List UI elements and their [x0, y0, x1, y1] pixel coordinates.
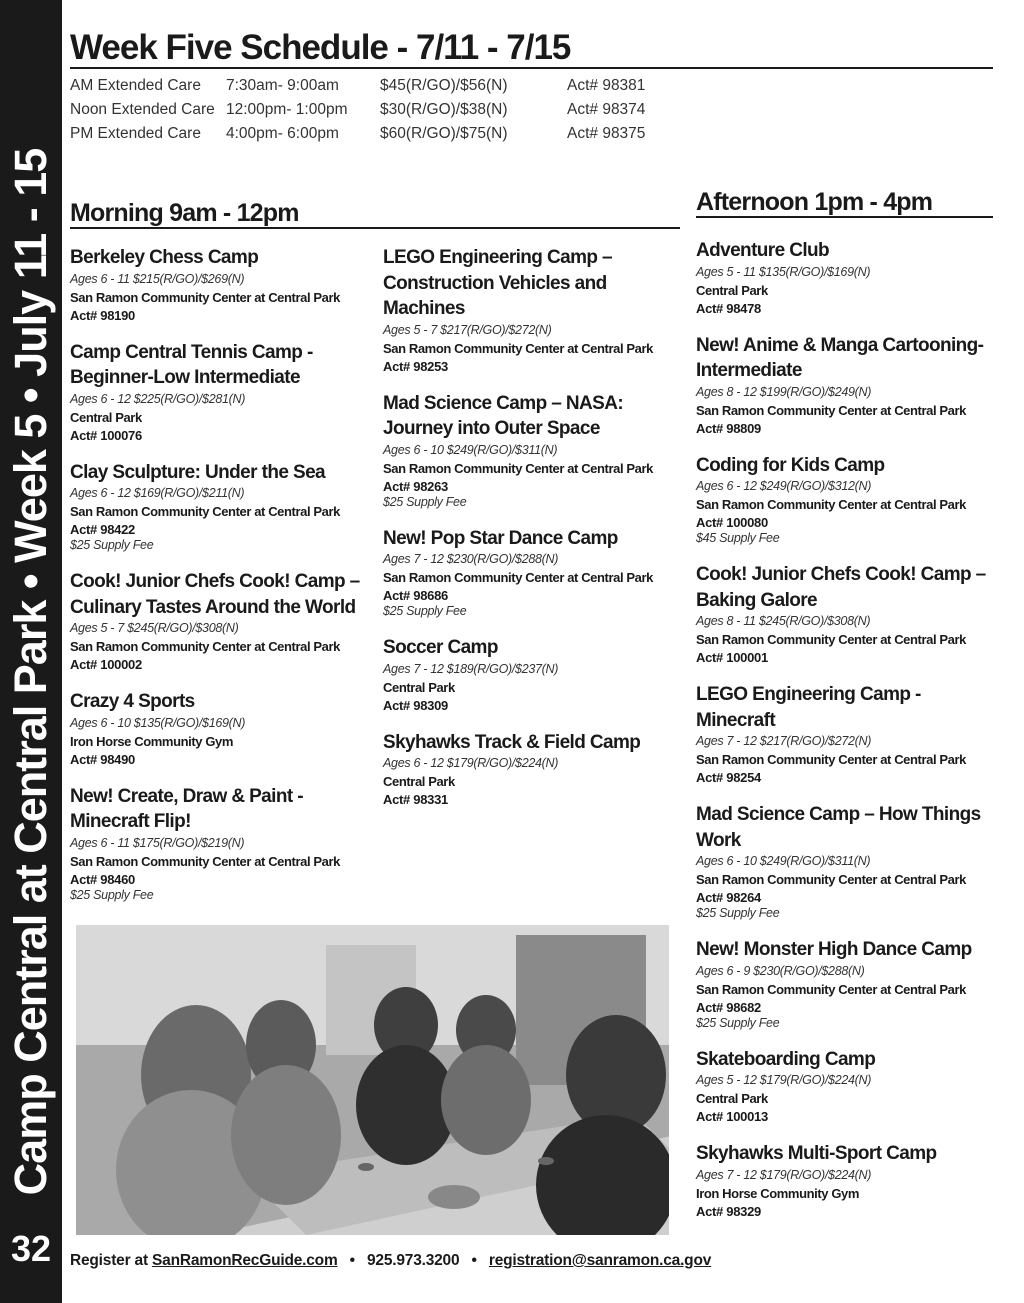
camp-act: Act# 98264 — [696, 890, 761, 905]
camp-listing — [70, 569, 370, 673]
camp-ages: Ages 8 - 12 $199(R/GO)/$249(N) — [696, 384, 872, 399]
camp-location: San Ramon Community Center at Central Park — [383, 460, 653, 476]
website-link[interactable]: SanRamonRecGuide.com — [152, 1252, 338, 1269]
camp-listing — [696, 1047, 996, 1126]
care-price: $30(R/GO)/$38(N) — [380, 101, 508, 118]
camp-title: Coding for Kids Camp — [696, 454, 885, 476]
camp-title: New! Create, Draw & Paint - Minecraft Flip! — [70, 785, 303, 832]
camp-ages: Ages 6 - 11 $215(R/GO)/$269(N) — [70, 271, 245, 286]
camp-ages: Ages 6 - 11 $175(R/GO)/$219(N) — [70, 835, 245, 850]
camp-listing — [70, 245, 370, 324]
page-number: 32 — [10, 1228, 52, 1269]
footer-separator: • — [349, 1252, 355, 1269]
camp-listing — [696, 562, 996, 666]
camp-location: San Ramon Community Center at Central Park — [70, 504, 340, 519]
camp-listing — [383, 730, 683, 809]
care-name: Noon Extended Care — [70, 101, 215, 118]
phone-number: 925.973.3200 — [366, 1252, 460, 1269]
camp-listing — [696, 682, 996, 786]
extended-care-table — [70, 74, 710, 146]
camp-ages: Ages 6 - 12 $179(R/GO)/$224(N) — [383, 756, 559, 770]
care-act: Act# 98381 — [567, 77, 646, 94]
camp-act: Act# 100013 — [696, 1109, 768, 1124]
camp-location: San Ramon Community Center at Central Park — [696, 632, 966, 647]
camp-location: Central Park — [383, 679, 455, 695]
camp-act: Act# 100076 — [70, 427, 142, 443]
extended-care-row — [70, 122, 710, 146]
care-name: PM Extended Care — [70, 125, 201, 142]
care-act: Act# 98374 — [567, 101, 646, 118]
camp-act: Act# 98460 — [70, 871, 135, 887]
camp-act: Act# 100080 — [696, 515, 768, 530]
camp-act: Act# 98686 — [383, 588, 448, 603]
camp-supply-fee: $45 Supply Fee — [696, 531, 780, 545]
camp-location: San Ramon Community Center at Central Park — [383, 340, 653, 356]
camp-location: Iron Horse Community Gym — [70, 733, 234, 749]
camp-location: San Ramon Community Center at Central Park — [696, 497, 966, 512]
camp-act: Act# 98682 — [696, 999, 761, 1015]
camp-ages: Ages 6 - 9 $230(R/GO)/$288(N) — [696, 963, 865, 978]
camp-supply-fee: $25 Supply Fee — [70, 887, 154, 902]
camp-title: Skyhawks Multi-Sport Camp — [696, 1143, 937, 1164]
camp-listing — [696, 802, 996, 921]
camp-location: Central Park — [383, 774, 455, 789]
camp-listing — [70, 460, 370, 554]
footer — [70, 1252, 711, 1270]
camp-listing — [70, 689, 370, 768]
camp-title: New! Anime & Manga Cartooning- Intermediate — [696, 334, 984, 381]
camp-title: Crazy 4 Sports — [70, 691, 195, 712]
camp-title: Berkeley Chess Camp — [70, 247, 259, 268]
morning-column-2 — [383, 245, 683, 824]
camp-ages: Ages 7 - 12 $179(R/GO)/$224(N) — [696, 1167, 872, 1182]
camp-title: Clay Sculpture: Under the Sea — [70, 461, 326, 483]
camp-location: San Ramon Community Center at Central Park — [70, 289, 340, 305]
camp-ages: Ages 6 - 10 $249(R/GO)/$311(N) — [383, 442, 558, 457]
camp-act: Act# 98190 — [70, 307, 135, 323]
camp-title: Cook! Junior Chefs Cook! Camp – Culinary Tastes Around the World — [70, 571, 360, 618]
camp-location: San Ramon Community Center at Central Park — [70, 639, 340, 654]
camp-supply-fee: $25 Supply Fee — [383, 494, 467, 509]
footer-register-label: Register at — [70, 1252, 148, 1269]
camp-act: Act# 98809 — [696, 420, 761, 436]
camp-listing — [383, 526, 683, 620]
morning-heading: Morning 9am - 12pm — [70, 199, 680, 229]
camp-ages: Ages 5 - 7 $245(R/GO)/$308(N) — [70, 621, 239, 635]
camp-title: Cook! Junior Chefs Cook! Camp – Baking Galore — [696, 564, 986, 611]
camp-listing — [383, 391, 683, 510]
care-name: AM Extended Care — [70, 77, 201, 94]
camp-title: Adventure Club — [696, 240, 830, 261]
camp-location: Central Park — [696, 1091, 768, 1106]
camp-ages: Ages 6 - 12 $249(R/GO)/$312(N) — [696, 479, 872, 493]
camp-supply-fee: $25 Supply Fee — [696, 906, 780, 920]
camp-act: Act# 98331 — [383, 792, 448, 807]
page-title: Week Five Schedule - 7/11 - 7/15 — [70, 30, 993, 69]
camp-act: Act# 98490 — [70, 751, 135, 767]
camp-location: Central Park — [70, 409, 142, 425]
camp-supply-fee: $25 Supply Fee — [696, 1015, 780, 1030]
camp-listing — [696, 937, 996, 1031]
camp-location: San Ramon Community Center at Central Park — [696, 872, 966, 887]
camp-listing — [70, 784, 370, 903]
camp-act: Act# 98254 — [696, 770, 761, 785]
care-act: Act# 98375 — [567, 125, 646, 142]
care-time: 12:00pm- 1:00pm — [226, 101, 348, 118]
camp-act: Act# 98329 — [696, 1203, 761, 1219]
camp-location: Central Park — [696, 282, 768, 298]
camp-ages: Ages 7 - 12 $217(R/GO)/$272(N) — [696, 734, 872, 748]
camp-ages: Ages 5 - 12 $179(R/GO)/$224(N) — [696, 1073, 872, 1087]
camp-ages: Ages 7 - 12 $189(R/GO)/$237(N) — [383, 661, 559, 676]
camp-act: Act# 98253 — [383, 358, 448, 374]
camp-act: Act# 98263 — [383, 478, 448, 494]
camp-act: Act# 98309 — [383, 697, 448, 713]
email-link[interactable]: registration@sanramon.ca.gov — [488, 1252, 712, 1269]
camp-ages: Ages 6 - 10 $135(R/GO)/$169(N) — [70, 715, 246, 730]
camp-act: Act# 100001 — [696, 650, 768, 665]
camp-title: Camp Central Tennis Camp - Beginner-Low Intermediate — [70, 341, 313, 388]
care-price: $60(R/GO)/$75(N) — [380, 125, 508, 142]
camp-location: San Ramon Community Center at Central Park — [383, 570, 653, 585]
camp-title: New! Pop Star Dance Camp — [383, 527, 618, 549]
care-time: 7:30am- 9:00am — [226, 77, 339, 94]
camp-title: Skateboarding Camp — [696, 1048, 876, 1070]
camp-title: LEGO Engineering Camp – Construction Vehicles and Machines — [383, 247, 613, 319]
camp-title: Soccer Camp — [383, 637, 498, 658]
camp-title: Mad Science Camp – How Things Work — [696, 804, 981, 851]
camp-title: New! Monster High Dance Camp — [696, 939, 972, 960]
camp-listing — [696, 333, 996, 437]
camp-listing — [383, 635, 683, 714]
afternoon-heading: Afternoon 1pm - 4pm — [696, 188, 993, 218]
extended-care-row — [70, 74, 710, 98]
camp-listing — [696, 453, 996, 547]
camp-location: San Ramon Community Center at Central Park — [696, 981, 966, 997]
camp-ages: Ages 6 - 10 $249(R/GO)/$311(N) — [696, 854, 871, 868]
camp-listing — [696, 238, 996, 317]
camp-ages: Ages 6 - 12 $169(R/GO)/$211(N) — [70, 486, 245, 500]
camp-ages: Ages 7 - 12 $230(R/GO)/$288(N) — [383, 552, 559, 566]
care-time: 4:00pm- 6:00pm — [226, 125, 339, 142]
camp-listing — [70, 340, 370, 444]
camp-ages: Ages 6 - 12 $225(R/GO)/$281(N) — [70, 391, 246, 406]
camp-title: Skyhawks Track & Field Camp — [383, 731, 641, 753]
camp-title: Mad Science Camp – NASA: Journey into Outer Space — [383, 392, 624, 439]
camp-location: San Ramon Community Center at Central Park — [696, 752, 966, 767]
footer-separator: • — [471, 1252, 477, 1269]
camp-title: LEGO Engineering Camp - Minecraft — [696, 684, 921, 731]
afternoon-column — [696, 238, 996, 1236]
camp-location: San Ramon Community Center at Central Park — [696, 402, 966, 418]
extended-care-row — [70, 98, 710, 122]
sidebar-title: Camp Central at Central Park • Week 5 • July 11 - 15 — [5, 148, 56, 1196]
camp-listing — [383, 245, 683, 375]
camp-ages: Ages 8 - 11 $245(R/GO)/$308(N) — [696, 614, 871, 628]
camp-location: San Ramon Community Center at Central Park — [70, 853, 340, 869]
sidebar — [0, 0, 62, 1303]
camp-ages: Ages 5 - 11 $135(R/GO)/$169(N) — [696, 264, 871, 279]
camp-listing — [696, 1141, 996, 1220]
camp-location: Iron Horse Community Gym — [696, 1185, 860, 1201]
camp-supply-fee: $25 Supply Fee — [70, 538, 154, 552]
camp-ages: Ages 5 - 7 $217(R/GO)/$272(N) — [383, 322, 552, 337]
care-price: $45(R/GO)/$56(N) — [380, 77, 508, 94]
camp-act: Act# 100002 — [70, 657, 142, 672]
campers-clay-photo — [76, 925, 669, 1235]
camp-act: Act# 98422 — [70, 522, 135, 537]
camp-act: Act# 98478 — [696, 300, 761, 316]
photo-illustration — [76, 925, 669, 1235]
morning-column-1 — [70, 245, 370, 919]
camp-supply-fee: $25 Supply Fee — [383, 604, 467, 618]
